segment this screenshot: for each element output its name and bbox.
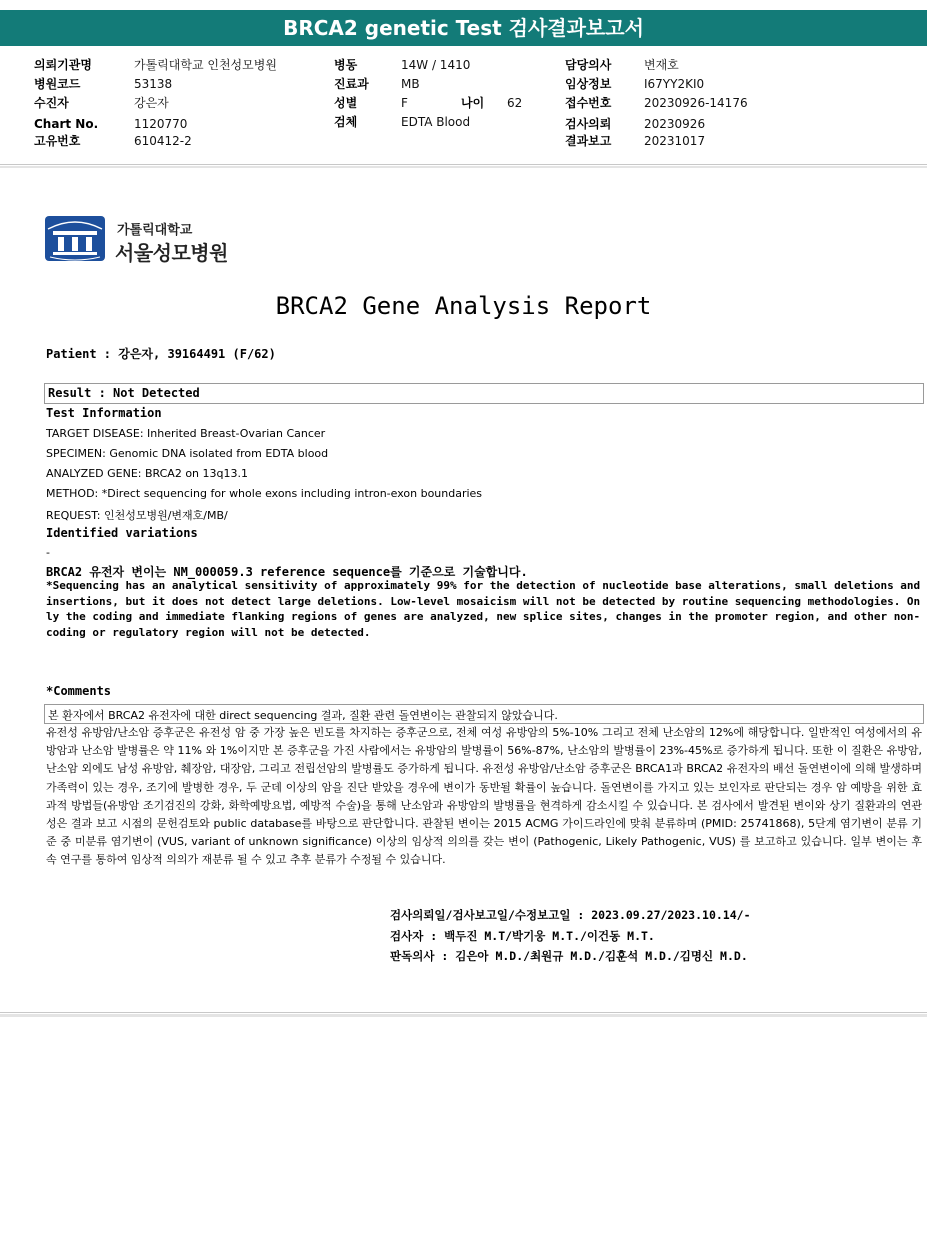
header-label-patient: 수진자 <box>34 96 69 110</box>
header-label-sex: 성별 <box>334 96 358 110</box>
hospital-emblem-icon <box>44 215 106 262</box>
header-value-request-date: 20230926 <box>644 117 706 131</box>
header-value-doctor: 변재호 <box>644 58 679 72</box>
result-line: Result : Not Detected <box>48 386 200 400</box>
comment-box-text: 본 환자에서 BRCA2 유전자에 대한 direct sequencing 결과, 질환 관련 돌연변이는 관찰되지 않았습니다. <box>48 709 558 722</box>
header-label-clinical-info: 임상정보 <box>565 77 612 91</box>
analyzed-gene-line: ANALYZED GENE: BRCA2 on 13q13.1 <box>46 467 248 480</box>
header-label-age: 나이 <box>461 96 485 110</box>
identified-variations-heading: Identified variations <box>46 526 198 540</box>
header-value-unique-no: 610412-2 <box>134 134 192 148</box>
header-label-report-date: 결과보고 <box>565 134 612 148</box>
header-value-receipt-no: 20230926-14176 <box>644 96 748 110</box>
request-line: REQUEST: 인천성모병원/변재호/MB/ <box>46 509 228 522</box>
report-title: BRCA2 Gene Analysis Report <box>275 292 652 320</box>
header-value-report-date: 20231017 <box>644 134 706 148</box>
window-title: BRCA2 genetic Test 검사결과보고서 <box>0 10 927 46</box>
header-label-receipt-no: 접수번호 <box>565 96 612 110</box>
specimen-line: SPECIMEN: Genomic DNA isolated from EDTA blood <box>46 447 329 460</box>
logo-university-name: 가톨릭대학교 <box>117 223 193 238</box>
header-value-department: MB <box>401 77 420 91</box>
footer-divider <box>0 1012 927 1017</box>
header-label-ward: 병동 <box>334 58 358 72</box>
comments-heading: *Comments <box>46 684 112 698</box>
header-value-patient: 강은자 <box>134 96 169 110</box>
header-label-department: 진료과 <box>334 77 369 91</box>
header-label-chart-no: Chart No. <box>34 117 99 131</box>
dates-line: 검사의뢰일/검사보고일/수정보고일 : 2023.09.27/2023.10.14/- <box>390 908 751 922</box>
reference-note: BRCA2 유전자 변이는 NM_000059.3 reference sequence를 기준으로 기술합니다. <box>46 565 528 579</box>
header-value-institution: 가톨릭대학교 인천성모병원 <box>134 58 277 72</box>
header-label-specimen: 검체 <box>334 115 358 129</box>
header-value-chart-no: 1120770 <box>134 117 188 131</box>
comment-body: 유전성 유방암/난소암 증후군은 유전성 암 중 가장 높은 빈도를 차지하는 증후군으로, 전체 여성 유방암의 5%-10% 그리고 전체 난소암의 12%에 해당합니다. 일반적인 여성에서의 유방암과 난소암 발병률은 약 11% 와 1%이지만 본 증후군을 가진 사람에서는 유방암의 발병률이 56%-87%, 난소암의 발병률이 23%-45%로 증가하게 됩니다. 또한 이 질환은 유방암, 난소암 외에도 남성 유방암, 췌장암, 대장암, 그리고 전립선암의 발병률도 증가하게 됩니다. 유전성 유방암/난소암 증후군은 BRCA1과 BRCA2 유전자의 배선 돌연변이에 의해 발생하며 가족력이 있는 경우, 조기에 발병한 경우, 두 군데 이상의 암을 진단 받았을 경우에 변이가 동반될 확률이 높습니다. 돌연변이를 가지고 있는 보인자로 판단되는 경우 암 예방을 위한 효과적 방법들(유방암 조기검진의 강화, 화학예방요법, 예방적 수술)을 통해 난소암과 유방암의 발병률을 현격하게 감소시킬 수 있습니다. 본 검사에서 발견된 변이와 상기 질환과의 연관성은 결과 보고 시점의 문헌검토와 public database를 바탕으로 판단합니다. 관찰된 변이는 2015 ACMG 가이드라인에 맞춰 분류하며 (PMID: 25741868), 5단계 염기변이 분류 기준 중 미분류 염기변이 (VUS, variant of unknown significance) 이상의 임상적 의의를 갖는 변이 (Pathogenic, Likely Pathogenic, VUS) 를 보고하고 있습니다. 일부 변이는 후속 연구를 통하여 임상적 의의가 재분류 될 수 있고 추후 분류가 수정될 수 있습니다. <box>46 726 922 867</box>
logo-hospital-name: 서울성모병원 <box>115 241 228 265</box>
header-value-hospital-code: 53138 <box>134 77 173 91</box>
header-label-institution: 의뢰기관명 <box>34 58 92 72</box>
header-value-specimen: EDTA Blood <box>401 115 471 129</box>
identified-variations-value: - <box>46 546 50 559</box>
header-value-age: 62 <box>507 96 523 110</box>
examiner-line: 검사자 : 백두진 M.T/박기웅 M.T./이건동 M.T. <box>390 929 655 943</box>
header-label-request-date: 검사의뢰 <box>565 117 612 131</box>
test-info-heading: Test Information <box>46 406 162 420</box>
header-divider <box>0 164 927 168</box>
method-line: METHOD: *Direct sequencing for whole exons including intron-exon boundaries <box>46 487 483 500</box>
sensitivity-note: *Sequencing has an analytical sensitivity of approximately 99% for the detection of nucleotide base alterations, small deletions and insertions, but it does not detect large deletions. Low-level mosaicism will not be detected by routine sequencing methodologies. Only the coding and immediate flanking regions of genes are analyzed, new splice sites, changes in the promoter region, and other non-coding or regulatory region will not be detected. <box>46 579 921 640</box>
header-label-hospital-code: 병원코드 <box>34 77 81 91</box>
header-value-clinical-info: I67YY2KI0 <box>644 77 705 91</box>
patient-line: Patient : 강은자, 39164491 (F/62) <box>46 347 276 361</box>
header-value-ward: 14W / 1410 <box>401 58 471 72</box>
header-value-sex: F <box>401 96 408 110</box>
header-label-unique-no: 고유번호 <box>34 134 81 148</box>
target-disease-line: TARGET DISEASE: Inherited Breast-Ovarian Cancer <box>46 427 326 440</box>
reader-line: 판독의사 : 김은아 M.D./최원규 M.D./김훈석 M.D./김명신 M.D. <box>390 949 748 963</box>
header-label-doctor: 담당의사 <box>565 58 612 72</box>
